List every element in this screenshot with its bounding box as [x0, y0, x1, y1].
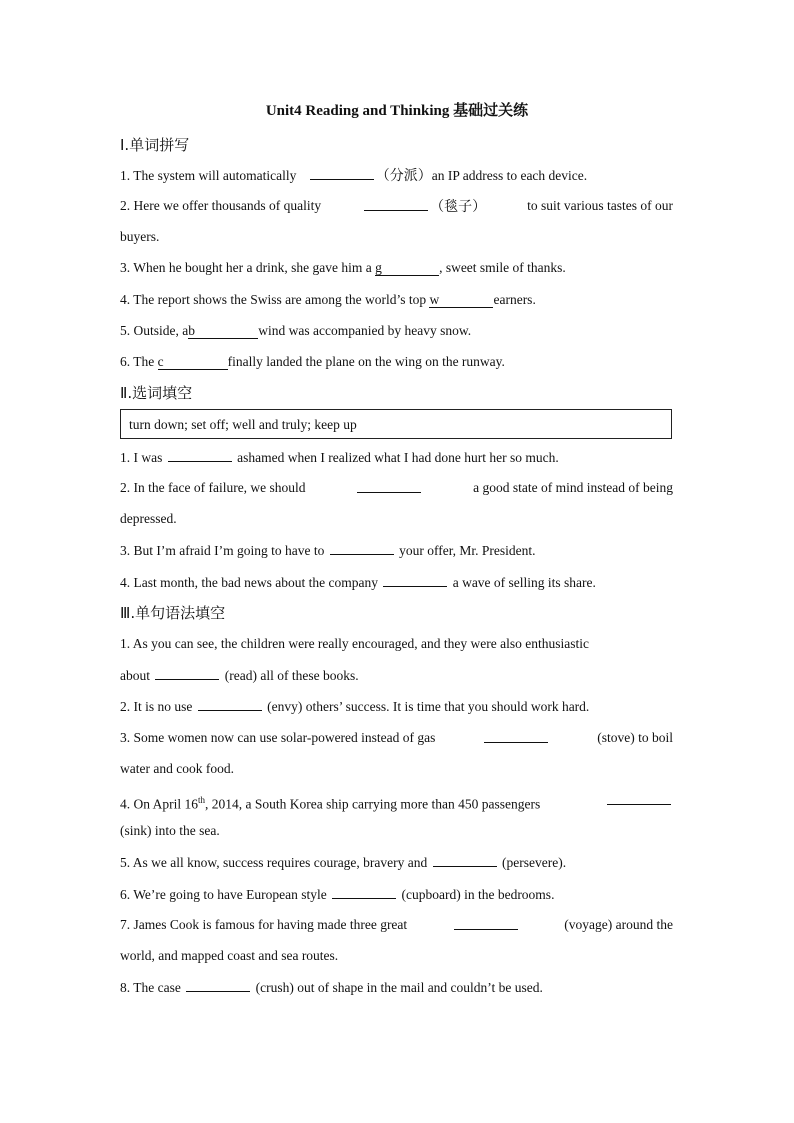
answer-blank[interactable]: b	[188, 323, 258, 339]
s3-question-2: 2. It is no use (envy) others’ success. It is time that you should work hard.	[120, 699, 590, 714]
answer-blank[interactable]: g	[375, 260, 439, 276]
s1-question-2-cont: buyers.	[120, 229, 160, 244]
answer-blank[interactable]: c	[158, 354, 228, 370]
s1-question-4: 4. The report shows the Swiss are among the world’s top w earners.	[120, 292, 536, 307]
s2-question-2: 2. In the face of failure, we should a good state of mind instead of being	[120, 480, 673, 495]
s3-question-8: 8. The case (crush) out of shape in the mail and couldn’t be used.	[120, 980, 543, 995]
s1-question-1: 1. The system will automatically （分派）an IP address to each device.	[120, 168, 588, 184]
answer-blank[interactable]	[433, 853, 497, 867]
s1-question-5: 5. Outside, ab wind was accompanied by heavy snow.	[120, 323, 472, 338]
answer-blank[interactable]	[186, 978, 250, 992]
s3-question-1-cont: about (read) all of these books.	[120, 668, 359, 683]
answer-blank[interactable]	[484, 729, 548, 743]
word-bank-text: turn down; set off; well and truly; keep up	[129, 417, 357, 432]
answer-blank[interactable]	[454, 916, 518, 930]
section-1-heading: Ⅰ.单词拼写	[120, 136, 190, 154]
s1-question-2: 2. Here we offer thousands of quality （毯子） to suit various tastes of our	[120, 198, 673, 215]
s3-question-1: 1. As you can see, the children were really encouraged, and they were also enthusiastic	[120, 636, 589, 651]
section-2-heading: Ⅱ.选词填空	[120, 384, 193, 402]
s2-question-4: 4. Last month, the bad news about the company a wave of selling its share.	[120, 575, 596, 590]
s3-question-7: 7. James Cook is famous for having made three great (voyage) around the	[120, 917, 673, 932]
answer-blank[interactable]	[330, 541, 394, 555]
answer-blank[interactable]	[310, 166, 374, 180]
section-3-heading: Ⅲ.单句语法填空	[120, 604, 226, 622]
answer-blank[interactable]	[198, 697, 262, 711]
s3-question-6: 6. We’re going to have European style (cupboard) in the bedrooms.	[120, 887, 555, 902]
s3-question-4-cont: (sink) into the sea.	[120, 823, 220, 838]
s2-question-1: 1. I was ashamed when I realized what I had done hurt her so much.	[120, 450, 559, 465]
s3-question-3-cont: water and cook food.	[120, 761, 234, 776]
s2-question-3: 3. But I’m afraid I’m going to have to your offer, Mr. President.	[120, 543, 536, 558]
answer-blank[interactable]	[383, 573, 447, 587]
answer-blank[interactable]	[155, 666, 219, 680]
s1-question-6: 6. The c finally landed the plane on the wing on the runway.	[120, 354, 505, 369]
worksheet-title: Unit4 Reading and Thinking 基础过关练	[265, 103, 529, 119]
answer-blank[interactable]	[357, 479, 421, 493]
s3-question-4: 4. On April 16th, 2014, a South Korea ship carrying more than 450 passengers	[120, 791, 673, 814]
answer-blank[interactable]	[168, 448, 232, 462]
answer-blank[interactable]	[364, 197, 428, 211]
answer-blank[interactable]	[332, 885, 396, 899]
s3-question-3: 3. Some women now can use solar-powered instead of gas (stove) to boil	[120, 730, 673, 745]
s2-question-2-cont: depressed.	[120, 511, 177, 526]
word-bank-box	[120, 409, 672, 439]
s3-question-5: 5. As we all know, success requires courage, bravery and (persevere).	[120, 855, 567, 870]
answer-blank[interactable]	[607, 791, 671, 805]
answer-blank[interactable]: w	[429, 292, 493, 308]
s3-question-7-cont: world, and mapped coast and sea routes.	[120, 948, 339, 963]
s1-question-3: 3. When he bought her a drink, she gave him a g , sweet smile of thanks.	[120, 260, 566, 275]
